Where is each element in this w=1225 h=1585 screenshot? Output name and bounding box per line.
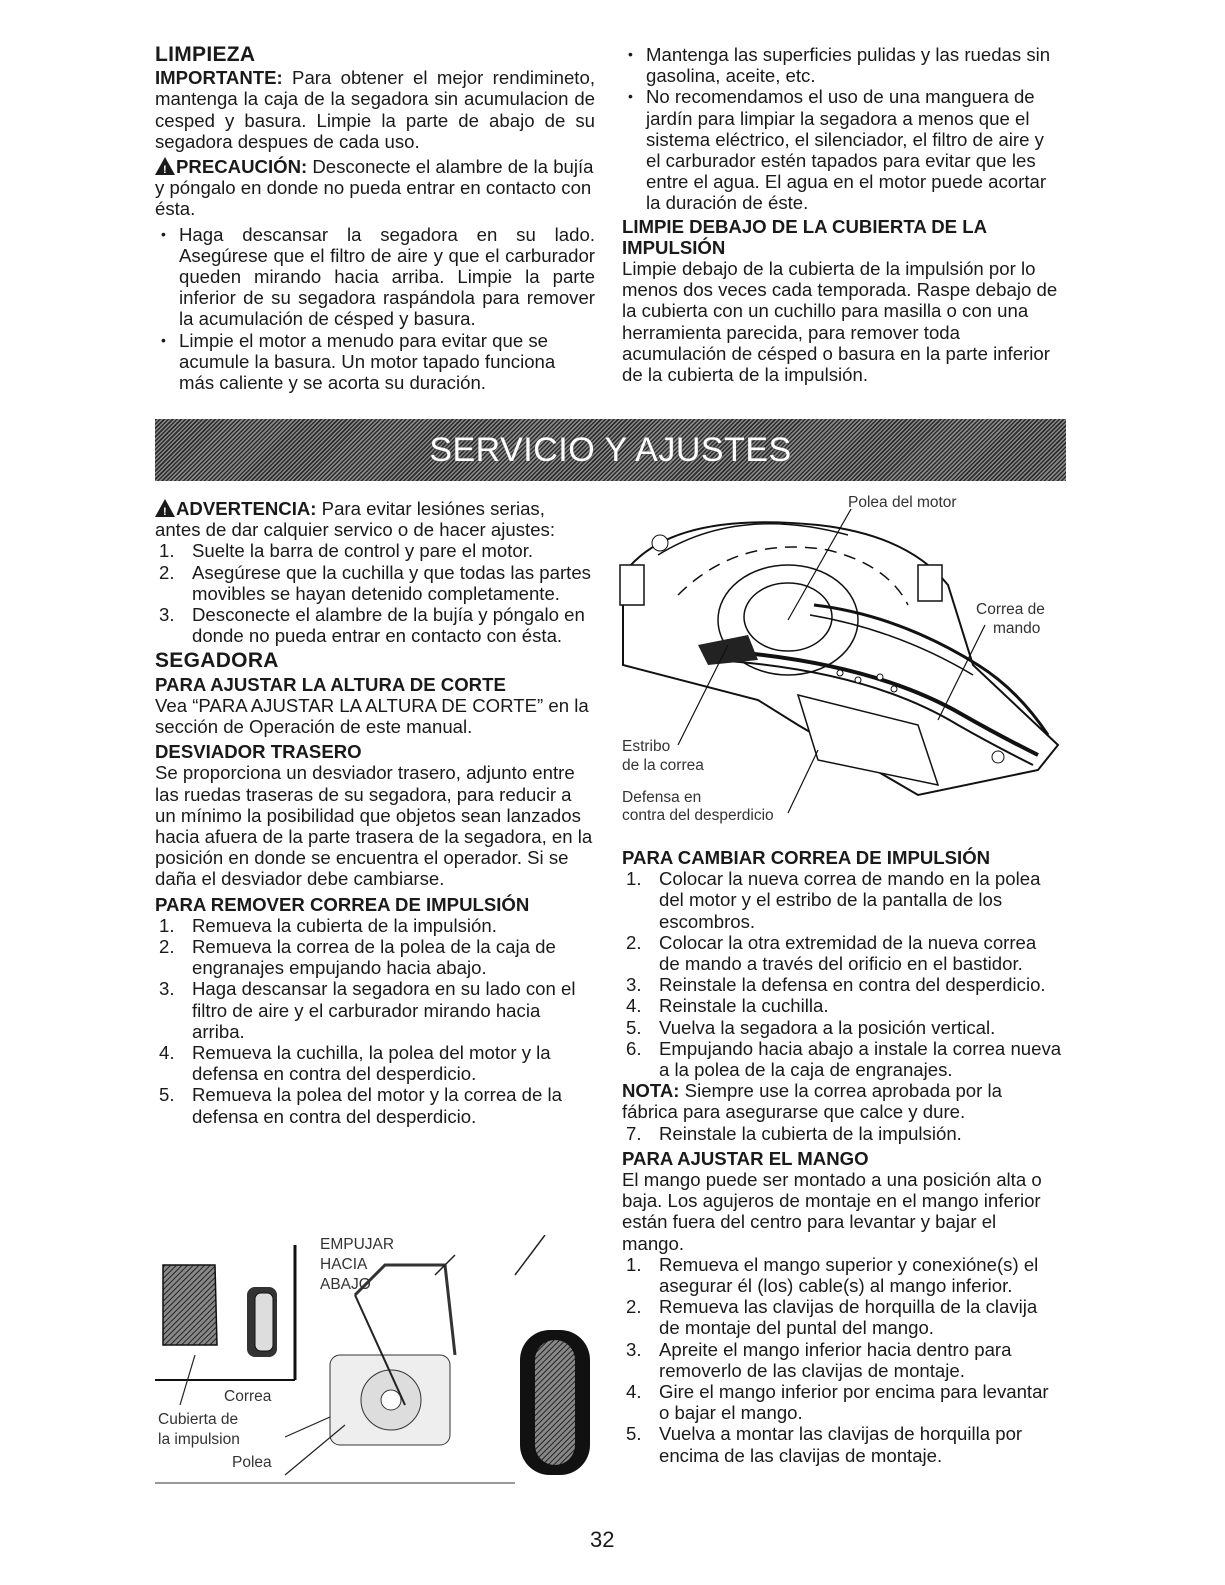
nota-label: NOTA: xyxy=(622,1080,680,1102)
fig-label-empujar: EMPUJAR xyxy=(320,1236,395,1253)
list-item: 1. Suelte la barra de control y pare el motor. xyxy=(159,540,534,562)
desviador-title: DESVIADOR TRASERO xyxy=(155,741,362,763)
list-item: • Limpie el motor a menudo para evitar que se acumule la basura. Un motor tapado funciona más caliente y se acorta su duración. xyxy=(155,330,595,394)
list-item: 5. Vuelva a montar las clavijas de horquilla por encima de las clavijas de montaje. xyxy=(626,1423,1023,1466)
list-item: 2. Remueva las clavijas de horquilla de la clavija de montaje del puntal del mango. xyxy=(626,1296,1038,1339)
list-item: 2. Colocar la otra extremidad de la nueva correa de mando a través del orificio en el bastidor. xyxy=(626,931,1037,975)
list-item: 1. Colocar la nueva correa de mando en la polea del motor y el estribo de la pantalla de los escombros. xyxy=(626,868,1041,932)
nota-paragraph xyxy=(622,1080,1062,1122)
desviador-text: Se proporciona un desviador trasero, adjunto entre las ruedas traseras de su segadora, para reducir a un mínimo la posibilidad que objetos sean lanzados hacia afuera de la parte trasera de la segadora, en la posición en donde se encuentra el operador. Si se daña el desviador debe cambiarse. xyxy=(155,762,593,890)
advertencia-steps xyxy=(155,540,595,646)
list-item: 6. Empujando hacia abajo a instale la correa nueva a la polea de la caja de engranajes. xyxy=(626,1037,1062,1081)
mango-text: El mango puede ser montado a una posición alta o baja. Los agujeros de montaje en el mango inferior están fuera del centro para levantar y bajar el mango. xyxy=(622,1169,1042,1254)
fig-label-hacia: HACIA xyxy=(320,1256,368,1273)
fig-label-estribo-1: Estribo xyxy=(622,738,671,755)
importante-paragraph xyxy=(155,67,595,152)
fig-label-defensa-2: contra del desperdicio xyxy=(622,807,774,824)
fig-label-defensa-1: Defensa en xyxy=(622,789,702,806)
list-item: 4. Remueva la cuchilla, la polea del motor y la defensa en contra del desperdicio. xyxy=(159,1042,551,1085)
cambiar-title: PARA CAMBIAR CORREA DE IMPULSIÓN xyxy=(622,847,991,868)
section-banner xyxy=(155,419,1066,481)
list-item: 3. Apreite el mango inferior hacia dentro para removerlo de las clavijas de montaje. xyxy=(626,1338,1012,1381)
remover-steps xyxy=(155,915,595,1127)
list-item: 2. Asegúrese que la cuchilla y que todas las partes movibles se hayan detenido completamente. xyxy=(159,561,591,604)
fig-label-correa: Correa xyxy=(224,1388,272,1405)
altura-text: Vea “PARA AJUSTAR LA ALTURA DE CORTE” en la sección de Operación de este manual. xyxy=(155,694,589,738)
list-item: 3. Haga descansar la segadora en su lado con el filtro de aire y el carburador mirando hacia arriba. xyxy=(159,978,576,1042)
fig-label-correa-mando-1: Correa de xyxy=(976,601,1045,618)
list-item: • No recomendamos el uso de una manguera de jardín para limpiar la segadora a menos que el sistema eléctrico, el silenciador, el filtro de aire y el carburador estén tapados para evitar que les entre el agua. El agua en el motor puede acortar la duración de éste. xyxy=(622,86,1062,213)
limpieza-bullets xyxy=(155,224,595,394)
list-item: • Mantenga las superficies pulidas y las ruedas sin gasolina, aceite, etc. xyxy=(622,44,1062,86)
fig-label-correa-mando-2: mando xyxy=(993,620,1041,637)
list-item: 3. Desconecte el alambre de la bujía y póngalo en donde no pueda entrar en contacto con ésta. xyxy=(159,604,585,647)
cambiar-step-7 xyxy=(622,1123,1062,1144)
importante-label: IMPORTANTE: xyxy=(155,67,283,89)
nota-text: Siempre use la correa aprobada por la fábrica para asegurarse que calce y dure. xyxy=(622,1080,1002,1123)
fig-label-cubierta-2: la impulsion xyxy=(158,1431,240,1448)
warning-icon xyxy=(155,157,175,175)
right-column xyxy=(622,845,1062,1466)
advertencia-paragraph xyxy=(155,498,595,540)
limpieza-right-bullets xyxy=(622,44,1062,214)
fig-label-polea-motor: Polea del motor xyxy=(848,494,957,511)
remover-title: PARA REMOVER CORREA DE IMPULSIÓN xyxy=(155,893,530,915)
list-item: 4. Gire el mango inferior por encima para levantar o bajar el mango. xyxy=(626,1381,1049,1424)
list-item: 5. Vuelva la segadora a la posición vertical. xyxy=(626,1016,996,1038)
list-item: 5. Remueva la polea del motor y la correa de la defensa en contra del desperdicio. xyxy=(159,1084,563,1127)
segadora-title: SEGADORA xyxy=(155,649,279,673)
importante-text: Para obtener el mejor rendimineto, mantenga la caja de la segadora sin acumulacion de cesped y basura. Limpie la parte de abajo de su segadora despues de cada uso. xyxy=(155,67,595,152)
page-number: 32 xyxy=(590,1527,615,1552)
cambiar-steps xyxy=(622,868,1062,1080)
warning-icon xyxy=(155,499,175,517)
precaucion-text: Desconecte el alambre de la bujía y póngalo en donde no pueda entrar en contacto con ésta. xyxy=(155,156,594,220)
fig-label-abajo: ABAJO xyxy=(320,1276,371,1293)
list-item: 1. Remueva la cubierta de la impulsión. xyxy=(159,914,497,936)
mango-steps xyxy=(622,1254,1062,1466)
limpieza-section xyxy=(155,44,595,393)
limpieza-right-section xyxy=(622,44,1062,385)
list-item: 4. Reinstale la cuchilla. xyxy=(626,995,829,1017)
drive-belt-illustration xyxy=(618,495,1063,835)
altura-title: PARA AJUSTAR LA ALTURA DE CORTE xyxy=(155,673,506,695)
banner-title: SERVICIO Y AJUSTES xyxy=(429,430,792,469)
cubierta-text: Limpie debajo de la cubierta de la impulsión por lo menos dos veces cada temporada. Raspe debajo de la cubierta con un cuchillo para masilla o con una herramienta parecida, para remover toda acumulación de césped o basura en la parte inferior de la cubierta de la impulsión. xyxy=(622,258,1058,386)
list-item: 1. Remueva el mango superior y conexióne(s) el asegurar él (los) cable(s) al mango inferior. xyxy=(626,1253,1039,1297)
cubierta-title: LIMPIE DEBAJO DE LA CUBIERTA DE LA IMPULSIÓN xyxy=(622,215,987,258)
list-item: 7. Reinstale la cubierta de la impulsión. xyxy=(626,1122,962,1144)
list-item: 3. Reinstale la defensa en contra del desperdicio. xyxy=(626,974,1046,996)
limpieza-title: LIMPIEZA xyxy=(155,43,256,66)
mango-title: PARA AJUSTAR EL MANGO xyxy=(622,1147,869,1169)
left-column xyxy=(155,498,595,1127)
precaucion-label: PRECAUCIÓN: xyxy=(176,156,308,178)
list-item: • Haga descansar la segadora en su lado. Asegúrese que el filtro de aire y que el carburador queden mirando hacia arriba. Limpie la parte inferior de su segadora raspándola para remover la acumulación de césped y basura. xyxy=(155,224,595,330)
advertencia-text: Para evitar lesiónes serias, antes de dar calquier servico o de hacer ajustes: xyxy=(155,498,555,541)
fig-label-estribo-2: de la correa xyxy=(622,757,704,774)
list-item: 2. Remueva la correa de la polea de la caja de engranajes empujando hacia abajo. xyxy=(159,936,556,979)
fig-label-cubierta-1: Cubierta de xyxy=(158,1411,239,1428)
advertencia-label: ADVERTENCIA: xyxy=(176,498,317,519)
fig-label-polea: Polea xyxy=(232,1454,272,1471)
precaucion-paragraph xyxy=(155,156,595,220)
